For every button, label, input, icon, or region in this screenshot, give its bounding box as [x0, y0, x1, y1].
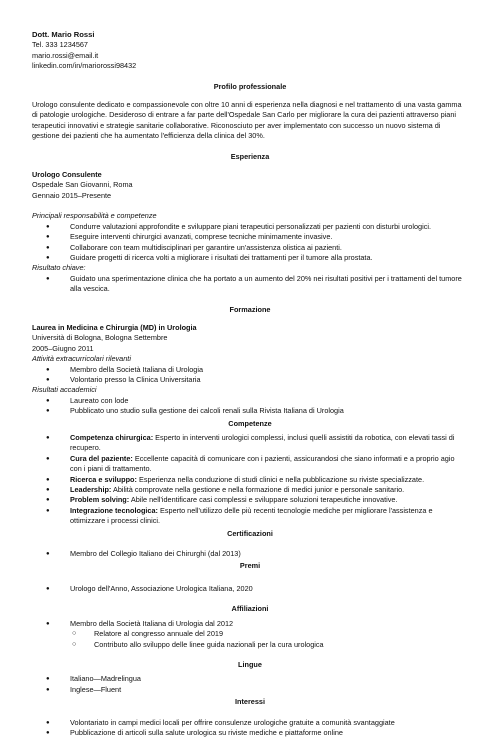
list-item: ● Cura del paziente: Eccellente capacità di comunicare con i pazienti, assicurandosi che siano informati e a proprio agio con i piani di trattamento. — [32, 454, 468, 475]
list-item: ● Ricerca e sviluppo: Esperienza nella conduzione di studi clinici e nella pubblicazione su riviste specializzate. — [32, 475, 468, 485]
list-item: ● Eseguire interventi chirurgici avanzati, comprese tecniche minimamente invasive. — [32, 232, 468, 242]
section-title-languages: Lingue — [238, 659, 262, 669]
responsibilities-list — [32, 222, 468, 264]
section-title-profile: Profilo professionale — [213, 81, 287, 91]
list-item: ● Laureato con lode — [32, 396, 468, 406]
job-dates: Gennaio 2015–Presente — [32, 190, 112, 200]
activities-list — [32, 365, 468, 386]
candidate-name: Dott. Mario Rossi — [32, 30, 95, 39]
responsibilities-label: Principali responsabilità e competenze — [32, 211, 157, 221]
list-item: ● Pubblicato uno studio sulla gestione dei calcoli renali sulla Rivista Italiana di Urologia — [32, 406, 468, 416]
list-item: ● Italiano—Madrelingua — [32, 674, 468, 684]
list-item: ● Collaborare con team multidisciplinari per garantire un'assistenza olistica ai pazienti. — [32, 243, 468, 253]
profile-text: Urologo consulente dedicato e compassionevole con oltre 10 anni di esperienza nella diagnosi e nel trattamento di una vasta gamma di patologie urologiche. Desideroso di entrare a far parte dell'Ospedale San Carlo per migliorare la cura dei pazienti attraverso piani terapeutici innovativi e strategie sanitarie collaborative. Riconosciuto per aver implementato con successo un nuovo sistema di gestione dei pazienti che ha aumentato l'efficienza della clinica del 30%. — [32, 100, 462, 141]
linkedin: linkedin.com/in/mariorossi98432 — [32, 61, 137, 71]
section-title-education: Formazione — [229, 304, 271, 314]
list-item: ● Guidare progetti di ricerca volti a migliorare i risultati dei trattamenti per il tumore alla prostata. — [32, 253, 468, 263]
academic-results-list — [32, 396, 468, 417]
sub-list-item: ○ Relatore al congresso annuale del 2019 — [32, 629, 468, 639]
section-title-experience: Esperienza — [230, 151, 270, 161]
section-title-certifications: Certificazioni — [227, 528, 273, 538]
job-employer: Ospedale San Giovanni, Roma — [32, 180, 133, 190]
results-list — [32, 274, 468, 295]
phone: Tel. 333 1234567 — [32, 40, 88, 50]
interests-list — [32, 718, 468, 738]
list-item: ● Membro della Società Italiana di Urologia dal 2012 — [32, 619, 468, 629]
affiliations-list — [32, 619, 468, 650]
email: mario.rossi@email.it — [32, 50, 99, 60]
list-item: ● Leadership: Abilità comprovate nella gestione e nella formazione di medici junior e personale sanitario. — [32, 485, 468, 495]
list-item: ● Volontariato in campi medici locali per offrire consulenze urologiche gratuite a comunità svantaggiate — [32, 718, 468, 728]
list-item: ● Integrazione tecnologica: Esperto nell'utilizzo delle più recenti tecnologie mediche per migliorare l'assistenza e ottimizzare i processi clinici. — [32, 506, 468, 527]
section-title-skills: Competenze — [228, 418, 272, 428]
languages-list — [32, 674, 468, 695]
list-item: ● Problem solving: Abile nell'identificare casi complessi e sviluppare soluzioni terapeutiche innovative. — [32, 495, 468, 505]
section-title-affiliations: Affiliazioni — [231, 604, 269, 614]
list-item: ● Volontario presso la Clinica Universitaria — [32, 375, 468, 385]
list-item: ● Competenza chirurgica: Esperto in interventi urologici complessi, inclusi quelli assistiti da robotica, con elevati tassi di recupero. — [32, 433, 468, 454]
list-item: ● Membro del Collegio Italiano dei Chirurghi (dal 2013) — [32, 549, 468, 559]
school: Università di Bologna, Bologna Settembre — [32, 333, 168, 343]
section-title-awards: Premi — [239, 561, 261, 571]
sub-list-item: ○ Contributo allo sviluppo delle linee guida nazionali per la cura urologica — [32, 640, 468, 650]
skills-list — [32, 433, 468, 527]
section-title-interests: Interessi — [234, 697, 265, 707]
job-role: Urologo Consulente — [32, 170, 102, 180]
list-item: ● Condurre valutazioni approfondite e sviluppare piani terapeutici personalizzati per pazienti con disturbi urologici. — [32, 222, 468, 232]
list-item: ● Inglese—Fluent — [32, 685, 468, 695]
list-item: ● Pubblicazione di articoli sulla salute urologica su riviste mediche e piattaforme online — [32, 728, 468, 738]
list-item: ● Membro della Società Italiana di Urologia — [32, 365, 468, 375]
activities-label: Attività extracurricolari rilevanti — [32, 354, 131, 364]
awards-list — [32, 584, 468, 594]
contact-header — [32, 30, 468, 72]
list-item: ● Guidato una sperimentazione clinica che ha portato a un aumento del 20% nei risultati positivi per i trattamenti del tumore alla vescica. — [32, 274, 468, 295]
academic-results-label: Risultati accademici — [32, 385, 97, 395]
certifications-list — [32, 549, 468, 559]
results-label: Risultato chiave: — [32, 263, 86, 273]
list-item: ● Urologo dell'Anno, Associazione Urologica Italiana, 2020 — [32, 584, 468, 594]
education-dates: 2005–Giugno 2011 — [32, 343, 94, 353]
degree: Laurea in Medicina e Chirurgia (MD) in Urologia — [32, 322, 197, 332]
